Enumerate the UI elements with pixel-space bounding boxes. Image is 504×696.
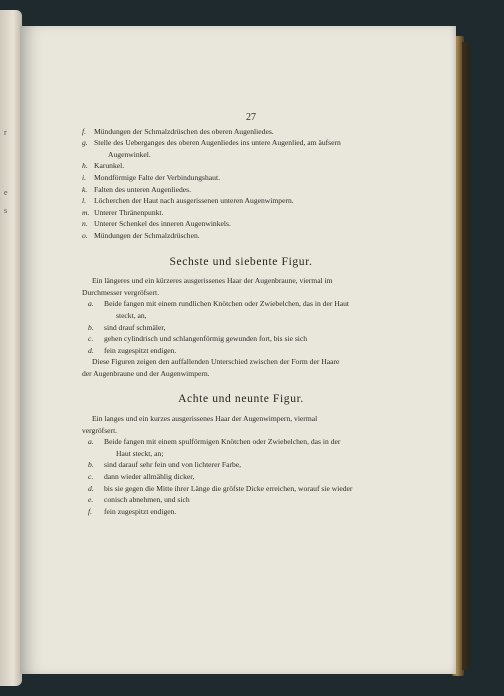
item-label: k.	[82, 184, 88, 194]
item-label: f.	[82, 126, 87, 136]
item-label: f.	[88, 506, 93, 516]
list-item	[82, 137, 400, 149]
item-label: g.	[82, 138, 88, 148]
left-page-edge	[0, 10, 22, 686]
section-heading: Achte und neunte Figur.	[178, 392, 304, 406]
figure-legend-list	[82, 126, 400, 242]
item-label: c.	[88, 472, 94, 482]
item-text: Mündungen der Schmalzdrüschen des oberen Augenliedes.	[94, 126, 274, 136]
list-item	[82, 184, 400, 196]
item-label: a.	[88, 299, 94, 309]
page-content	[82, 112, 400, 517]
item-label: l.	[82, 196, 87, 206]
margin-mark: r	[4, 128, 7, 137]
item-label: i.	[82, 172, 87, 182]
list-item	[88, 436, 400, 448]
list-item	[82, 126, 400, 138]
item-label: c.	[88, 334, 94, 344]
list-item	[88, 483, 400, 495]
list-item	[88, 322, 400, 334]
list-item	[82, 160, 400, 172]
item-label: n.	[82, 219, 88, 229]
item-text: Unterer Thränenpunkt.	[94, 207, 164, 217]
list-item	[88, 345, 400, 357]
item-text: dann wieder allmählig dicker,	[104, 472, 195, 482]
list-item	[88, 506, 400, 518]
margin-mark: e	[4, 188, 8, 197]
list-item	[82, 195, 400, 207]
item-text: gehen cylindrisch und schlangenförmig gewunden fort, bis sie sich	[104, 334, 308, 344]
item-continuation: Augenwinkel.	[108, 149, 151, 159]
item-continuation: Haut steckt, an;	[116, 448, 164, 458]
item-label: b.	[88, 322, 94, 332]
item-text: Beide fangen mit einem rundlichen Knötchen oder Zwiebelchen, das in der Haut	[104, 299, 350, 309]
list-item	[82, 172, 400, 184]
item-text: Beide fangen mit einem spulförmigen Knötchen oder Zwiebelchen, das in der	[104, 437, 341, 447]
list-item	[82, 207, 400, 219]
margin-mark: s	[4, 206, 8, 215]
item-text: Mündungen der Schmalzdrüschen.	[94, 230, 200, 240]
item-text: fein zugespitzt endigen.	[104, 506, 177, 516]
item-text: Unterer Schenkel des inneren Augenwinkels.	[94, 219, 231, 229]
item-label: o.	[82, 230, 88, 240]
section-intro-continuation: Durchmesser vergröfsert.	[82, 287, 160, 297]
page-number: 27	[246, 112, 256, 123]
section-heading: Sechste und siebente Figur.	[169, 254, 313, 268]
list-item	[82, 230, 400, 242]
item-text: Karunkel.	[94, 161, 125, 171]
item-label: d.	[88, 483, 94, 493]
list-item	[88, 494, 400, 506]
item-label: b.	[88, 460, 94, 470]
section-intro-continuation: vergröfsert.	[82, 425, 118, 435]
section-note: Diese Figuren zeigen den auffallenden Unterschied zwischen der Form der Haare	[92, 357, 340, 367]
item-text: Falten des unteren Augenliedes.	[94, 184, 192, 194]
section-intro: Ein längeres und ein kürzeres ausgerissenes Haar der Augenbraune, viermal im	[92, 276, 333, 286]
item-text: Löcherchen der Haut nach ausgerissenen unteren Augenwimpern.	[94, 196, 294, 206]
item-text: sind drauf schmäler,	[104, 322, 166, 332]
item-text: Stelle des Ueberganges des oberen Augenliedes ins untere Augenlied, am äufsern	[94, 138, 341, 148]
item-label: h.	[82, 161, 88, 171]
list-item	[88, 459, 400, 471]
item-text: sind darauf sehr fein und von lichterer Farbe,	[104, 460, 242, 470]
section-note-continuation: der Augenbraune und der Augenwimpern.	[82, 368, 210, 378]
item-text: fein zugespitzt endigen.	[104, 345, 177, 355]
item-label: a.	[88, 437, 94, 447]
item-label: m.	[82, 207, 90, 217]
list-item	[88, 298, 400, 310]
list-item	[88, 333, 400, 345]
item-continuation: steckt, an,	[116, 310, 147, 320]
item-text: Mondförmige Falte der Verbindungshaut.	[94, 172, 220, 182]
item-text: bis sie gegen die Mitte ihrer Länge die gröfste Dicke erreichen, worauf sie wieder	[104, 483, 353, 493]
item-label: d.	[88, 345, 94, 355]
section-intro: Ein langes und ein kurzes ausgerissenes Haar der Augenwimpern, viermal	[92, 414, 318, 424]
book-cover-edge	[462, 42, 470, 670]
list-item	[82, 218, 400, 230]
list-item	[88, 471, 400, 483]
item-text: conisch abnehmen, und sich	[104, 495, 190, 505]
book-page	[20, 26, 456, 674]
item-label: e.	[88, 495, 94, 505]
